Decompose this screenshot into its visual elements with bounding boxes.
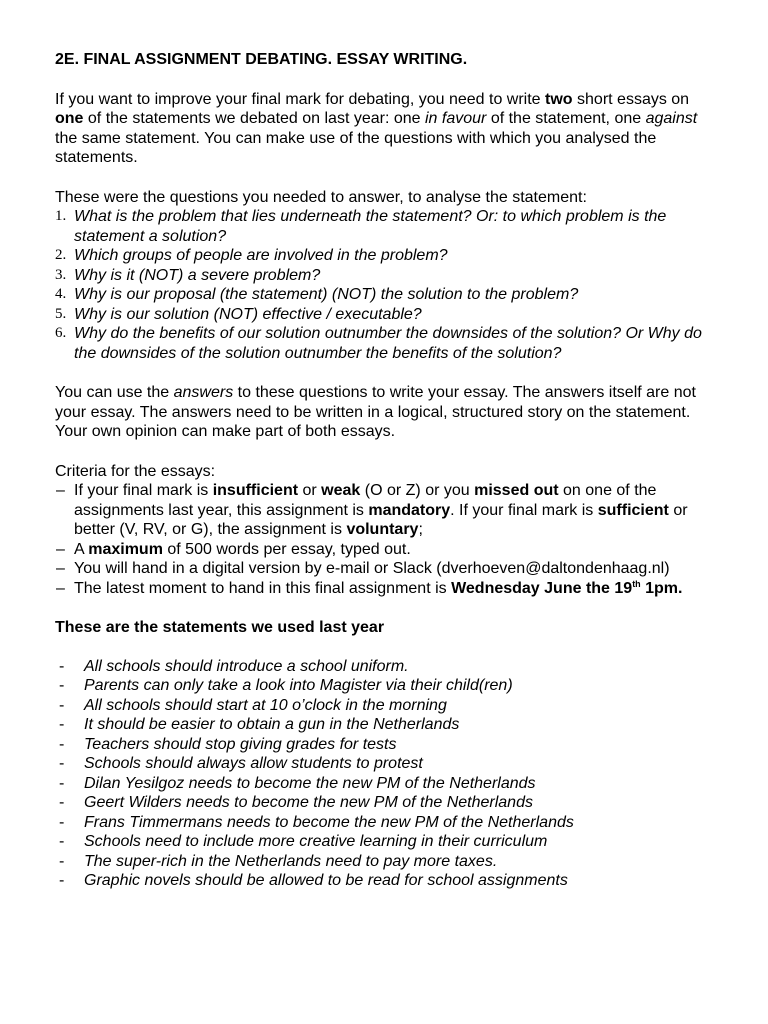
criteria-bold: voluntary — [346, 521, 419, 538]
statement-item — [55, 696, 720, 716]
question-number: 1. — [55, 208, 67, 224]
criteria-bold: insufficient — [212, 482, 299, 499]
intro-paragraph — [55, 90, 720, 168]
statement-text: Parents can only take a look into Magister via their child(ren) — [84, 677, 513, 694]
intro-text-5: the same statement. You can make use of the questions with which you analysed the statements. — [55, 129, 657, 166]
statement-dash: - — [59, 852, 65, 870]
intro-text-3: of the statements we debated on last year: one — [83, 110, 425, 127]
intro-text-1: If you want to improve your final mark for debating, you need to write — [55, 90, 546, 108]
questions-list — [55, 207, 720, 363]
statement-item — [55, 832, 720, 852]
question-item — [55, 305, 720, 325]
question-item — [55, 285, 720, 305]
question-item — [55, 246, 720, 266]
criteria-text: If your final mark is — [74, 482, 213, 499]
statement-item — [55, 852, 720, 872]
question-text: Why is our proposal (the statement) (NOT) the solution to the problem? — [74, 286, 579, 303]
statement-dash: - — [59, 735, 65, 753]
question-number: 6. — [55, 325, 67, 341]
answers-text-1: You can use the — [55, 384, 174, 401]
statement-item — [55, 715, 720, 735]
intro-text-2: short essays on — [572, 90, 690, 108]
statement-item — [55, 871, 720, 891]
intro-bold-one: one — [55, 110, 84, 127]
statement-item — [55, 774, 720, 794]
statement-dash: - — [59, 696, 65, 714]
criteria-text: You will hand in a digital version by e-mail or Slack (dverhoeven@daltondenhaag.nl) — [74, 560, 670, 577]
criteria-item-hand-in — [55, 559, 720, 579]
statement-dash: - — [59, 755, 65, 772]
statement-text: All schools should introduce a school uniform. — [84, 657, 409, 675]
statement-item — [55, 657, 720, 677]
criteria-bold: sufficient — [597, 501, 669, 519]
statement-dash: - — [59, 833, 65, 850]
criteria-list — [55, 481, 720, 598]
question-text: Why is it (NOT) a severe problem? — [74, 266, 321, 284]
statement-item — [55, 735, 720, 755]
criteria-dash: – — [56, 482, 65, 499]
statement-dash: - — [59, 657, 65, 675]
statement-text: Graphic novels should be allowed to be read for school assignments — [84, 872, 568, 889]
question-number: 5. — [55, 305, 67, 322]
statement-dash: - — [59, 872, 65, 889]
statement-item — [55, 754, 720, 774]
question-item — [55, 266, 720, 286]
question-item — [55, 207, 720, 246]
statement-text: The super-rich in the Netherlands need to pay more taxes. — [84, 852, 498, 870]
criteria-bold: missed out — [474, 482, 559, 499]
statement-item — [55, 813, 720, 833]
question-number: 2. — [55, 247, 67, 263]
statement-text: Geert Wilders needs to become the new PM of the Netherlands — [84, 794, 533, 811]
statement-text: Schools need to include more creative learning in their curriculum — [84, 833, 548, 850]
criteria-dash: – — [56, 560, 65, 577]
criteria-item-deadline — [55, 579, 720, 599]
statement-dash: - — [59, 716, 65, 733]
statement-dash: - — [59, 794, 65, 811]
criteria-bold-deadline: Wednesday June the 19 — [451, 579, 633, 597]
statements-heading: These are the statements we used last year — [55, 619, 385, 636]
criteria-item-mark — [55, 481, 720, 540]
criteria-text: or — [298, 482, 322, 499]
criteria-dash: – — [56, 540, 65, 558]
statement-text: Schools should always allow students to protest — [84, 755, 423, 772]
criteria-text: A — [74, 540, 89, 558]
intro-text-4: of the statement, one — [486, 110, 646, 127]
statement-text: Teachers should stop giving grades for tests — [84, 735, 397, 753]
criteria-bold-time: 1pm. — [640, 579, 683, 597]
criteria-bold: weak — [321, 482, 361, 499]
criteria-heading: Criteria for the essays: — [55, 462, 216, 480]
statement-dash: - — [59, 774, 65, 792]
criteria-text: or better (V, RV, or G), the assignment is — [74, 501, 688, 538]
statement-text: Dilan Yesilgoz needs to become the new PM of the Netherlands — [84, 774, 536, 792]
criteria-bold: mandatory — [368, 501, 451, 519]
document-page — [55, 50, 720, 891]
criteria-item-maximum — [55, 540, 720, 560]
answers-paragraph — [55, 383, 720, 442]
intro-italic-in-favour: in favour — [425, 110, 487, 127]
statement-item — [55, 676, 720, 696]
statements-list — [55, 657, 720, 891]
answers-italic: answers — [173, 384, 234, 401]
question-text: Why is our solution (NOT) effective / executable? — [74, 305, 422, 323]
statement-dash: - — [59, 677, 65, 694]
criteria-text: (O or Z) or you — [360, 482, 475, 499]
statement-item — [55, 793, 720, 813]
question-text: What is the problem that lies underneath the statement? Or: to which problem is the statement a solution? — [74, 208, 667, 245]
statement-text: All schools should start at 10 o’clock in the morning — [84, 696, 447, 714]
criteria-text: The latest moment to hand in this final assignment is — [74, 579, 452, 597]
criteria-superscript: th — [632, 578, 641, 589]
question-text: Why do the benefits of our solution outnumber the downsides of the solution? Or Why do the downsides of the solution outnumber the benefits of the solution? — [74, 325, 702, 362]
statement-dash: - — [59, 813, 65, 831]
statement-text: Frans Timmermans needs to become the new PM of the Netherlands — [84, 813, 574, 831]
question-number: 3. — [55, 266, 67, 283]
question-text: Which groups of people are involved in the problem? — [74, 247, 448, 264]
question-number: 4. — [55, 286, 67, 302]
intro-bold-two: two — [545, 90, 573, 108]
criteria-text: ; — [418, 521, 423, 538]
criteria-text: of 500 words per essay, typed out. — [162, 540, 411, 558]
criteria-bold: maximum — [88, 540, 163, 558]
criteria-text: on one of the assignments last year, this assignment is — [74, 482, 657, 519]
criteria-dash: – — [56, 579, 65, 597]
question-item — [55, 324, 720, 363]
questions-intro: These were the questions you needed to answer, to analyse the statement: — [55, 188, 587, 206]
page-title: 2E. FINAL ASSIGNMENT DEBATING. ESSAY WRITING. — [55, 51, 468, 68]
intro-italic-against: against — [645, 110, 698, 127]
criteria-text: . If your final mark is — [450, 501, 598, 519]
answers-text-2: to these questions to write your essay. The answers itself are not your essay. The answers need to be written in a logical, structured story on the statement. Your own opinion can make part of both essays. — [55, 384, 696, 440]
statement-text: It should be easier to obtain a gun in the Netherlands — [84, 716, 460, 733]
